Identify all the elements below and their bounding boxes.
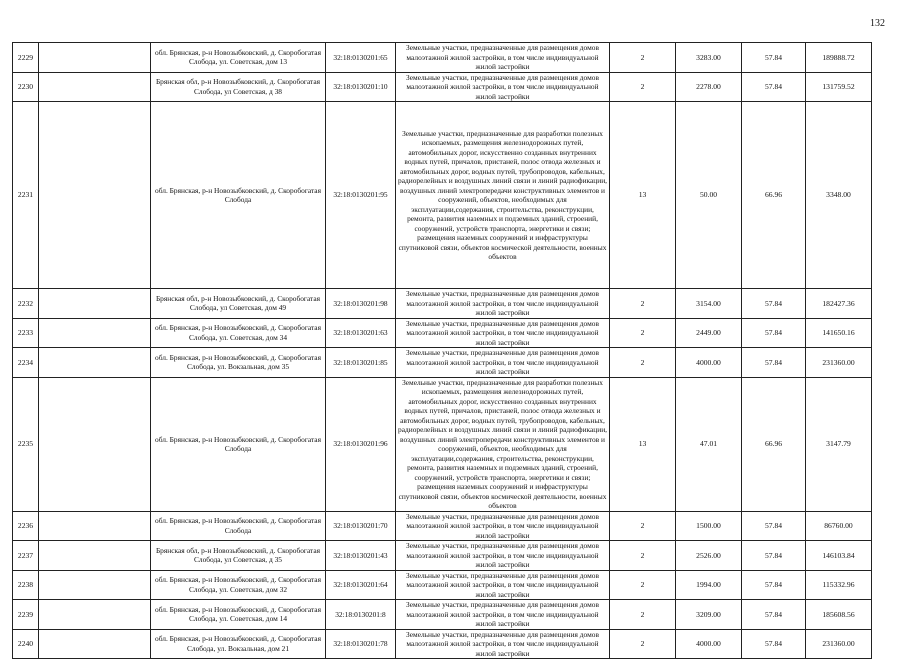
- cell-cadastral-value: 141650.16: [806, 318, 872, 348]
- cell-specific-value: 57.84: [742, 629, 806, 659]
- cell-use-code: 2: [610, 541, 676, 571]
- cell-area: 3154.00: [676, 289, 742, 319]
- cell-land-use: Земельные участки, предназначенные для размещения домов малоэтажной жилой застройки, в том числе индивидуальной жилой застройки: [396, 541, 610, 571]
- table-body: [13, 43, 872, 659]
- cell-specific-value: 57.84: [742, 72, 806, 102]
- cell-cadastral-number: 32:18:0130201:85: [326, 348, 396, 378]
- cell-area: 2526.00: [676, 541, 742, 571]
- cell-land-use: Земельные участки, предназначенные для размещения домов малоэтажной жилой застройки, в том числе индивидуальной жилой застройки: [396, 629, 610, 659]
- cell-area: 1500.00: [676, 511, 742, 541]
- cell-specific-value: 57.84: [742, 289, 806, 319]
- cell-blank: [39, 43, 151, 73]
- cell-area: 3283.00: [676, 43, 742, 73]
- cell-address: обл. Брянская, р-н Новозыбковский, д. Скоробогатая Слобода, ул. Советская, дом 34: [151, 318, 326, 348]
- cell-blank: [39, 600, 151, 630]
- cell-blank: [39, 102, 151, 289]
- table-row: [13, 377, 872, 511]
- cell-area: 50.00: [676, 102, 742, 289]
- cell-address: обл. Брянская, р-н Новозыбковский, д. Скоробогатая Слобода, ул. Вокзальная, дом 21: [151, 629, 326, 659]
- cell-area: 2278.00: [676, 72, 742, 102]
- cell-area: 47.01: [676, 377, 742, 511]
- cell-specific-value: 57.84: [742, 318, 806, 348]
- cell-use-code: 2: [610, 289, 676, 319]
- cell-land-use: Земельные участки, предназначенные для разработки полезных ископаемых, размещения железнодорожных путей, автомобильных дорог, искусственно созданных внутренних водных путей, причалов, пристаней, полос отвода железных и автомобильных дорог, водных путей, трубопроводов, кабельных, радиорелейных и воздушных линий связи и линий радиофикации, воздушных линий электропередачи конструктивных элементов и сооружений, объектов, необходимых для эксплуатации,содержания, строительства, реконструкции, ремонта, развития наземных и подземных зданий, строений, сооружений, устройств транспорта, энергетики и связи; размещения наземных сооружений и инфраструктуры спутниковой связи, объектов космической деятельности, военных объектов: [396, 377, 610, 511]
- cell-address: обл. Брянская, р-н Новозыбковский, д. Скоробогатая Слобода, ул. Советская, дом 14: [151, 600, 326, 630]
- cell-number: 2238: [13, 570, 39, 600]
- cell-blank: [39, 570, 151, 600]
- cell-cadastral-number: 32:18:0130201:70: [326, 511, 396, 541]
- cell-use-code: 2: [610, 570, 676, 600]
- cell-specific-value: 66.96: [742, 102, 806, 289]
- cell-land-use: Земельные участки, предназначенные для размещения домов малоэтажной жилой застройки, в том числе индивидуальной жилой застройки: [396, 348, 610, 378]
- cell-number: 2236: [13, 511, 39, 541]
- cell-cadastral-value: 231360.00: [806, 629, 872, 659]
- table-row: [13, 348, 872, 378]
- cell-number: 2230: [13, 72, 39, 102]
- cell-number: 2240: [13, 629, 39, 659]
- cell-specific-value: 66.96: [742, 377, 806, 511]
- cell-use-code: 2: [610, 511, 676, 541]
- cell-land-use: Земельные участки, предназначенные для размещения домов малоэтажной жилой застройки, в том числе индивидуальной жилой застройки: [396, 511, 610, 541]
- cell-land-use: Земельные участки, предназначенные для разработки полезных ископаемых, размещения железнодорожных путей, автомобильных дорог, искусственно созданных внутренних водных путей, причалов, пристаней, полос отвода железных и автомобильных дорог, водных путей, трубопроводов, кабельных, радиорелейных и воздушных линий связи и линий радиофикации, воздушных линий электропередачи конструктивных элементов и сооружений, объектов, необходимых для эксплуатации,содержания, строительства, реконструкции, ремонта, развития наземных и подземных зданий, строений, сооружений, устройств транспорта, энергетики и связи; размещения наземных сооружений и инфраструктуры спутниковой связи, объектов космической деятельности, военных объектов: [396, 102, 610, 289]
- cell-cadastral-number: 32:18:0130201:96: [326, 377, 396, 511]
- cell-cadastral-number: 32:18:0130201:98: [326, 289, 396, 319]
- table-row: [13, 72, 872, 102]
- table-row: [13, 318, 872, 348]
- cell-cadastral-number: 32:18:0130201:10: [326, 72, 396, 102]
- cell-address: Брянская обл, р-н Новозыбковский, д. Скоробогатая Слобода, ул Советская, дом 49: [151, 289, 326, 319]
- cell-area: 1994.00: [676, 570, 742, 600]
- cadastral-value-table: [12, 42, 872, 659]
- cell-blank: [39, 289, 151, 319]
- table-row: [13, 43, 872, 73]
- cell-number: 2237: [13, 541, 39, 571]
- cell-address: Брянская обл, р-н Новозыбковский, д. Скоробогатая Слобода, ул Советская, д 35: [151, 541, 326, 571]
- cell-address: обл. Брянская, р-н Новозыбковский, д. Скоробогатая Слобода, ул. Вокзальная, дом 35: [151, 348, 326, 378]
- cell-cadastral-value: 131759.52: [806, 72, 872, 102]
- cell-address: обл. Брянская, р-н Новозыбковский, д. Скоробогатая Слобода, ул. Советская, дом 32: [151, 570, 326, 600]
- cell-cadastral-number: 32:18:0130201:8: [326, 600, 396, 630]
- cell-use-code: 13: [610, 377, 676, 511]
- cell-address: Брянская обл, р-н Новозыбковский, д. Скоробогатая Слобода, ул Советская, д 38: [151, 72, 326, 102]
- cell-cadastral-value: 185608.56: [806, 600, 872, 630]
- cell-blank: [39, 377, 151, 511]
- cell-land-use: Земельные участки, предназначенные для размещения домов малоэтажной жилой застройки, в том числе индивидуальной жилой застройки: [396, 570, 610, 600]
- cell-number: 2232: [13, 289, 39, 319]
- cell-address: обл. Брянская, р-н Новозыбковский, д. Скоробогатая Слобода: [151, 511, 326, 541]
- cell-specific-value: 57.84: [742, 43, 806, 73]
- cell-blank: [39, 511, 151, 541]
- cell-area: 3209.00: [676, 600, 742, 630]
- cell-cadastral-value: 3348.00: [806, 102, 872, 289]
- table-row: [13, 511, 872, 541]
- cell-use-code: 2: [610, 600, 676, 630]
- cell-cadastral-number: 32:18:0130201:65: [326, 43, 396, 73]
- page-number: 132: [870, 18, 885, 29]
- cell-specific-value: 57.84: [742, 541, 806, 571]
- cell-cadastral-value: 231360.00: [806, 348, 872, 378]
- cell-use-code: 13: [610, 102, 676, 289]
- cell-use-code: 2: [610, 629, 676, 659]
- cell-number: 2231: [13, 102, 39, 289]
- cell-cadastral-value: 115332.96: [806, 570, 872, 600]
- cell-land-use: Земельные участки, предназначенные для размещения домов малоэтажной жилой застройки, в том числе индивидуальной жилой застройки: [396, 72, 610, 102]
- table-row: [13, 629, 872, 659]
- cell-specific-value: 57.84: [742, 348, 806, 378]
- cell-specific-value: 57.84: [742, 570, 806, 600]
- cell-address: обл. Брянская, р-н Новозыбковский, д. Скоробогатая Слобода: [151, 377, 326, 511]
- cell-blank: [39, 72, 151, 102]
- cell-cadastral-value: 146103.84: [806, 541, 872, 571]
- cell-number: 2234: [13, 348, 39, 378]
- cell-cadastral-number: 32:18:0130201:63: [326, 318, 396, 348]
- cell-cadastral-number: 32:18:0130201:64: [326, 570, 396, 600]
- cell-cadastral-value: 3147.79: [806, 377, 872, 511]
- cell-use-code: 2: [610, 72, 676, 102]
- table-row: [13, 600, 872, 630]
- cell-use-code: 2: [610, 318, 676, 348]
- cell-cadastral-value: 189888.72: [806, 43, 872, 73]
- cell-land-use: Земельные участки, предназначенные для размещения домов малоэтажной жилой застройки, в том числе индивидуальной жилой застройки: [396, 43, 610, 73]
- table-row: [13, 541, 872, 571]
- cell-blank: [39, 318, 151, 348]
- cell-area: 4000.00: [676, 629, 742, 659]
- cell-use-code: 2: [610, 348, 676, 378]
- cell-address: обл. Брянская, р-н Новозыбковский, д. Скоробогатая Слобода, ул. Советская, дом 13: [151, 43, 326, 73]
- table-row: [13, 570, 872, 600]
- cell-land-use: Земельные участки, предназначенные для размещения домов малоэтажной жилой застройки, в том числе индивидуальной жилой застройки: [396, 600, 610, 630]
- cell-land-use: Земельные участки, предназначенные для размещения домов малоэтажной жилой застройки, в том числе индивидуальной жилой застройки: [396, 318, 610, 348]
- cell-area: 2449.00: [676, 318, 742, 348]
- cell-blank: [39, 629, 151, 659]
- cell-cadastral-number: 32:18:0130201:78: [326, 629, 396, 659]
- cell-use-code: 2: [610, 43, 676, 73]
- cell-number: 2233: [13, 318, 39, 348]
- cell-cadastral-number: 32:18:0130201:95: [326, 102, 396, 289]
- cell-cadastral-number: 32:18:0130201:43: [326, 541, 396, 571]
- cell-specific-value: 57.84: [742, 511, 806, 541]
- table-row: [13, 102, 872, 289]
- cell-number: 2239: [13, 600, 39, 630]
- cell-cadastral-value: 86760.00: [806, 511, 872, 541]
- cell-specific-value: 57.84: [742, 600, 806, 630]
- cell-number: 2235: [13, 377, 39, 511]
- table-row: [13, 289, 872, 319]
- cell-land-use: Земельные участки, предназначенные для размещения домов малоэтажной жилой застройки, в том числе индивидуальной жилой застройки: [396, 289, 610, 319]
- cell-area: 4000.00: [676, 348, 742, 378]
- cell-blank: [39, 541, 151, 571]
- cell-address: обл. Брянская, р-н Новозыбковский, д. Скоробогатая Слобода: [151, 102, 326, 289]
- cell-number: 2229: [13, 43, 39, 73]
- cell-blank: [39, 348, 151, 378]
- cell-cadastral-value: 182427.36: [806, 289, 872, 319]
